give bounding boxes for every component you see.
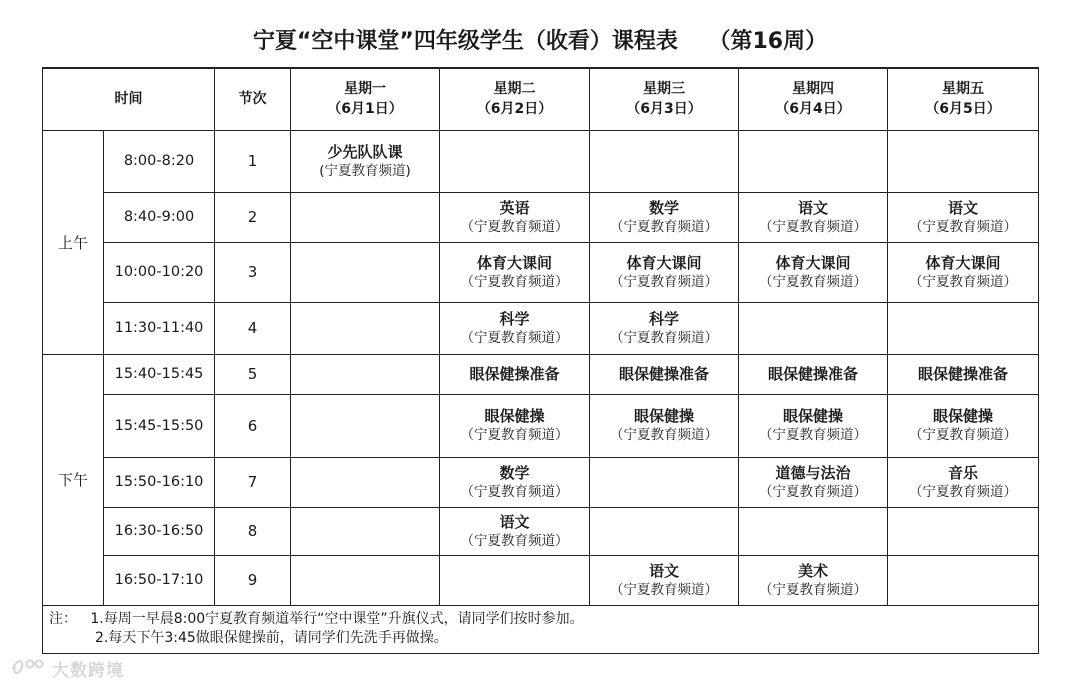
channel-name: （宁夏教育频道） [460, 532, 569, 549]
header-day-thu [739, 68, 888, 130]
channel-name: (宁夏教育频道) [319, 162, 411, 179]
channel-name: （宁夏教育频道） [759, 218, 867, 235]
channel-name: （宁夏教育频道） [460, 483, 569, 500]
day-name: 星期四 [792, 81, 834, 98]
class-cell [739, 130, 888, 192]
time-cell: 15:45-15:50 [104, 394, 215, 457]
subject-name: 眼保健操 [932, 407, 993, 425]
note-line-1 [49, 610, 1038, 629]
channel-name: （宁夏教育频道） [460, 329, 569, 346]
class-cell [440, 555, 590, 605]
class-cell [888, 130, 1039, 192]
channel-name: （宁夏教育频道） [610, 581, 718, 598]
subject-name: 眼保健操准备 [767, 364, 858, 383]
day-name: 星期五 [942, 81, 984, 98]
subject-name: 语文 [648, 561, 679, 580]
channel-name: （宁夏教育频道） [759, 581, 867, 598]
watermark-text: 大数跨境 [52, 660, 124, 681]
class-cell [590, 354, 739, 394]
subject-name: 语文 [947, 198, 978, 217]
class-cell [291, 242, 440, 302]
table-row [43, 192, 1039, 242]
watermark [10, 654, 124, 682]
header-day-fri [888, 68, 1039, 130]
subject-name: 语文 [499, 512, 530, 531]
subject-name: 科学 [499, 309, 530, 328]
period-number-cell: 9 [215, 555, 291, 605]
subject-name: 体育大课间 [925, 253, 1001, 272]
subject-name: 道德与法治 [775, 463, 851, 482]
class-cell [590, 242, 739, 302]
channel-name: （宁夏教育频道） [909, 273, 1017, 290]
class-cell [440, 354, 590, 394]
class-cell [590, 507, 739, 555]
time-cell: 16:30-16:50 [104, 507, 215, 555]
brand-logo-icon [10, 657, 46, 679]
class-cell [440, 457, 590, 507]
period-number-cell: 6 [215, 394, 291, 457]
notes-row [43, 605, 1039, 653]
channel-name: （宁夏教育频道） [909, 427, 1017, 443]
class-cell [291, 555, 440, 605]
header-day-tue [440, 68, 590, 130]
class-cell [739, 457, 888, 507]
subject-name: 体育大课间 [476, 253, 552, 272]
note-text-1: 1.每周一早晨8:00宁夏教育频道举行“空中课堂”升旗仪式，请同学们按时参加。 [90, 611, 584, 627]
channel-name: （宁夏教育频道） [460, 427, 569, 443]
table-row [43, 394, 1039, 457]
channel-name: （宁夏教育频道） [610, 273, 718, 290]
class-cell [590, 394, 739, 457]
channel-name: （宁夏教育频道） [909, 483, 1017, 500]
class-cell [888, 354, 1039, 394]
class-cell [888, 302, 1039, 354]
class-cell [739, 354, 888, 394]
note-label: 注： [49, 611, 77, 627]
table-row [43, 507, 1039, 555]
channel-name: （宁夏教育频道） [610, 427, 718, 443]
subject-name: 音乐 [947, 463, 978, 482]
class-cell [291, 457, 440, 507]
class-cell [590, 457, 739, 507]
channel-name: （宁夏教育频道） [610, 218, 718, 235]
class-cell [291, 354, 440, 394]
time-cell: 11:30-11:40 [104, 302, 215, 354]
day-name: 星期三 [643, 81, 685, 98]
note-line-2 [49, 629, 1038, 648]
subject-name: 数学 [499, 463, 530, 482]
time-cell: 8:40-9:00 [104, 192, 215, 242]
header-time: 时间 [43, 68, 215, 130]
channel-name: （宁夏教育频道） [759, 427, 867, 443]
subject-name: 语文 [797, 198, 828, 217]
class-cell [440, 394, 590, 457]
class-cell [888, 242, 1039, 302]
time-cell: 8:00-8:20 [104, 130, 215, 192]
class-cell [440, 242, 590, 302]
header-day-mon [291, 68, 440, 130]
class-cell [440, 507, 590, 555]
time-cell: 16:50-17:10 [104, 555, 215, 605]
subject-name: 眼保健操准备 [618, 364, 709, 383]
channel-name: （宁夏教育频道） [460, 273, 569, 290]
period-number-cell: 7 [215, 457, 291, 507]
schedule-table [42, 67, 1039, 654]
subject-name: 数学 [648, 198, 679, 217]
day-date: （6月5日） [925, 101, 1001, 118]
header-row [43, 68, 1039, 130]
period-morning: 上午 [43, 130, 104, 354]
table-row [43, 457, 1039, 507]
class-cell [440, 302, 590, 354]
table-row [43, 555, 1039, 605]
period-number-cell: 2 [215, 192, 291, 242]
table-row [43, 242, 1039, 302]
subject-name: 眼保健操 [782, 407, 843, 425]
channel-name: （宁夏教育频道） [909, 218, 1017, 235]
note-text-2: 2.每天下午3:45做眼保健操前，请同学们先洗手再做操。 [95, 630, 448, 646]
page-title: 宁夏“空中课堂”四年级学生（收看）课程表 （第16周） [252, 29, 828, 54]
channel-name: （宁夏教育频道） [460, 218, 569, 235]
period-number-cell: 4 [215, 302, 291, 354]
period-number-cell: 1 [215, 130, 291, 192]
class-cell [590, 555, 739, 605]
day-date: （6月2日） [476, 101, 553, 118]
class-cell [739, 192, 888, 242]
time-cell: 15:40-15:45 [104, 354, 215, 394]
class-cell [888, 457, 1039, 507]
table-row [43, 302, 1039, 354]
period-afternoon: 下午 [43, 354, 104, 605]
subject-name: 少先队队课 [327, 142, 403, 161]
header-day-wed [590, 68, 739, 130]
channel-name: （宁夏教育频道） [759, 273, 867, 290]
subject-name: 体育大课间 [626, 253, 702, 272]
class-cell [739, 394, 888, 457]
subject-name: 眼保健操 [633, 407, 694, 425]
table-row [43, 354, 1039, 394]
class-cell [739, 507, 888, 555]
subject-name: 英语 [499, 198, 530, 217]
class-cell [888, 507, 1039, 555]
subject-name: 美术 [797, 561, 828, 580]
channel-name: （宁夏教育频道） [610, 329, 718, 346]
class-cell [440, 130, 590, 192]
period-number-cell: 3 [215, 242, 291, 302]
class-cell [291, 507, 440, 555]
day-date: （6月4日） [775, 101, 851, 118]
header-period-no: 节次 [215, 68, 291, 130]
day-date: （6月3日） [626, 101, 702, 118]
table-row [43, 130, 1039, 192]
class-cell [888, 192, 1039, 242]
channel-name: （宁夏教育频道） [759, 483, 867, 500]
time-cell: 10:00-10:20 [104, 242, 215, 302]
class-cell [291, 192, 440, 242]
day-name: 星期二 [493, 81, 536, 98]
period-number-cell: 8 [215, 507, 291, 555]
class-cell [888, 394, 1039, 457]
class-cell [739, 555, 888, 605]
class-cell [440, 192, 590, 242]
class-cell [739, 302, 888, 354]
day-date: （6月1日） [327, 101, 403, 118]
class-cell [590, 302, 739, 354]
class-cell [739, 242, 888, 302]
notes-cell [43, 605, 1039, 653]
class-cell [888, 555, 1039, 605]
subject-name: 体育大课间 [775, 253, 851, 272]
class-cell [590, 192, 739, 242]
class-cell [291, 302, 440, 354]
class-cell [291, 130, 440, 192]
day-name: 星期一 [344, 81, 386, 98]
subject-name: 眼保健操准备 [469, 364, 560, 383]
subject-name: 科学 [648, 309, 679, 328]
period-number-cell: 5 [215, 354, 291, 394]
subject-name: 眼保健操 [484, 407, 545, 425]
class-cell [590, 130, 739, 192]
subject-name: 眼保健操准备 [917, 364, 1008, 383]
class-cell [291, 394, 440, 457]
time-cell: 15:50-16:10 [104, 457, 215, 507]
